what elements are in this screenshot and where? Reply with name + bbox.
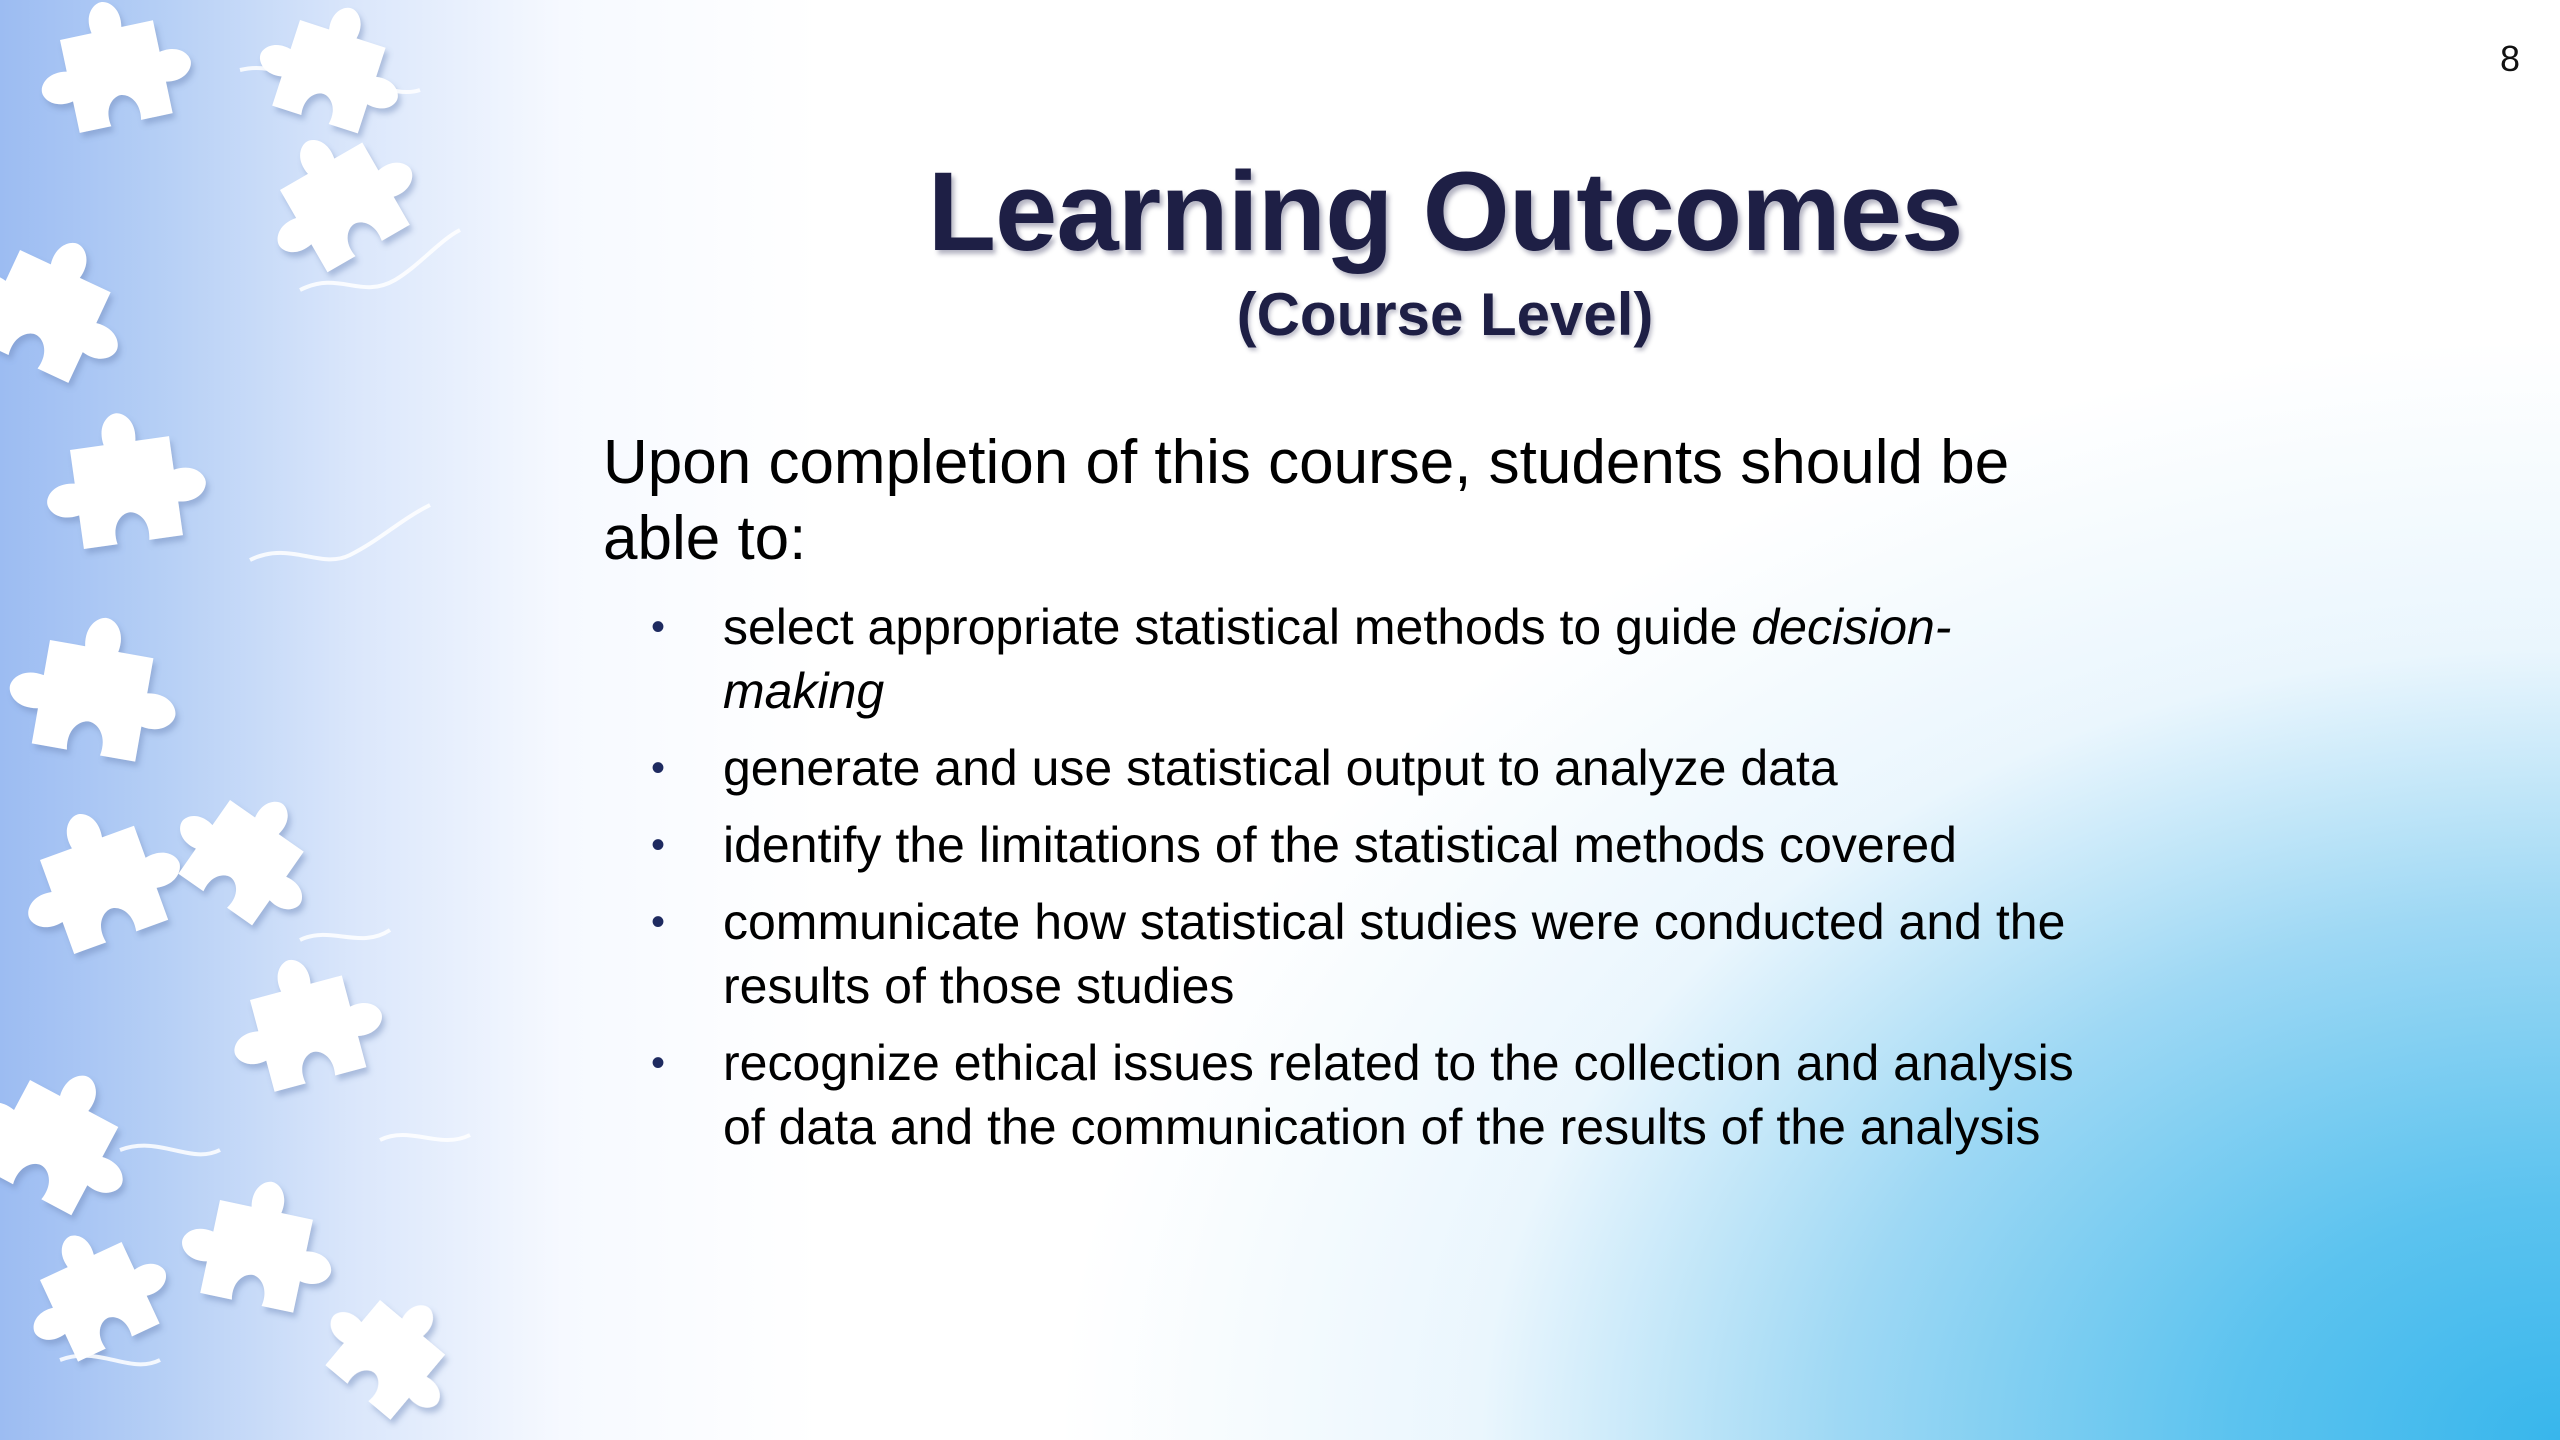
bullet-icon: •: [651, 746, 666, 790]
bullet-icon: •: [651, 1041, 666, 1085]
intro-text: Upon completion of this course, students should be able to:: [603, 428, 2010, 573]
outcome-text: select appropriate statistical methods to guide: [723, 599, 1752, 655]
outcome-emphasis: decision-making: [723, 599, 1952, 719]
outcome-text: identify the limitations of the statistical methods covered: [723, 817, 1957, 873]
outcome-item: [603, 1031, 2103, 1159]
bullet-icon: •: [651, 900, 666, 944]
slide-title: Learning Outcomes: [927, 149, 1963, 274]
outcomes-list: [603, 595, 2103, 1159]
outcome-text: generate and use statistical output to analyze data: [723, 740, 1838, 796]
bullet-icon: •: [651, 823, 666, 867]
bullet-icon: •: [651, 605, 666, 649]
page-number: 8: [2499, 38, 2520, 79]
outcome-item: [603, 736, 2103, 800]
outcome-item: [603, 813, 2103, 877]
slide-subtitle: (Course Level): [1236, 281, 1654, 348]
outcome-text: recognize ethical issues related to the collection and analysis of data and the communication of the results of the analysis: [723, 1035, 2074, 1155]
outcome-item: [603, 595, 2103, 723]
slide-body: [603, 425, 2103, 1172]
outcome-item: [603, 890, 2103, 1018]
outcome-text: communicate how statistical studies were conducted and the results of those studies: [723, 894, 2066, 1014]
